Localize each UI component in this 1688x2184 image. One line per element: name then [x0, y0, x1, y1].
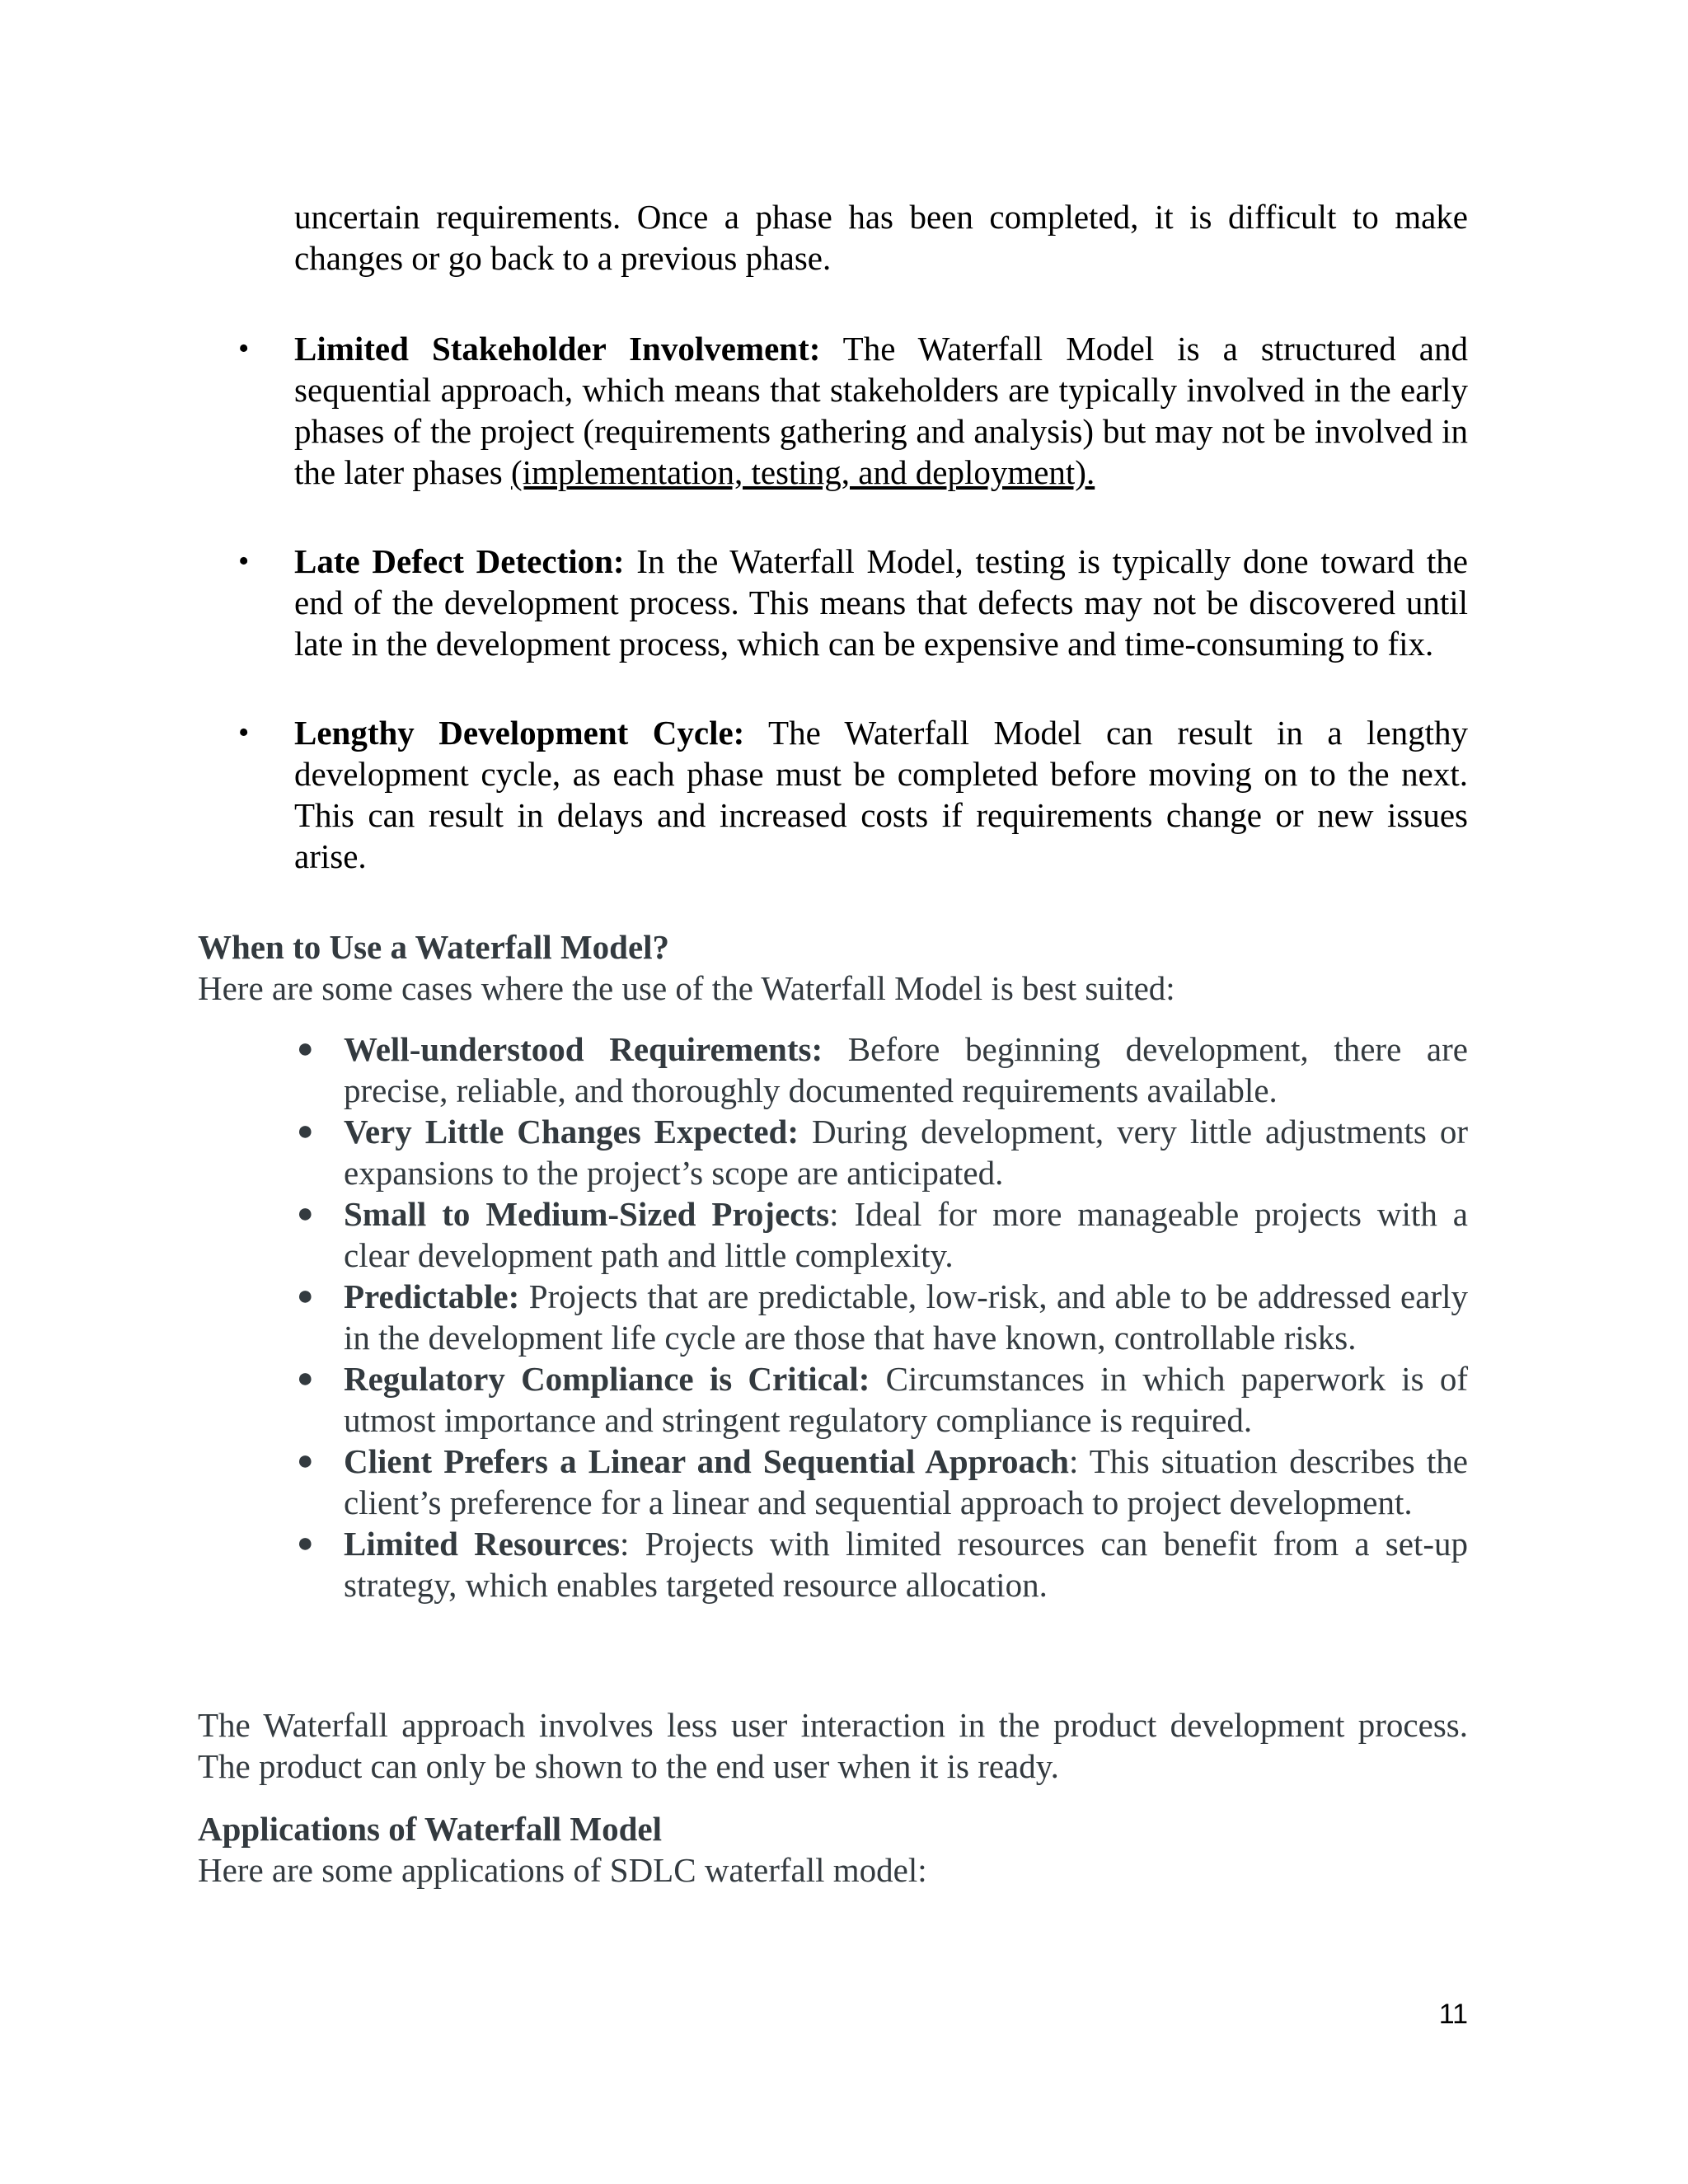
list-item-content [344, 1441, 1468, 1523]
list-item-text: During development, very little adjustments or expansions to the project’s scope are anticipated. [344, 1113, 1469, 1192]
list-item-text: : Projects with limited resources can benefit from a set-up strategy, which enables targeted resource allocation. [344, 1525, 1468, 1604]
list-item-term: Limited Resources [344, 1525, 621, 1563]
bullet-icon: • [238, 331, 250, 366]
list-item [235, 328, 1468, 493]
list-item [293, 1193, 1468, 1276]
disadvantages-list [235, 328, 1468, 925]
list-item-text: : Ideal for more manageable projects with a clear development path and little complexity. [344, 1195, 1468, 1274]
list-item-term: Late Defect Detection: [294, 542, 625, 580]
list-item-content [344, 1111, 1468, 1193]
list-item-content [344, 1358, 1468, 1441]
section-intro-when-to-use: Here are some cases where the use of the Waterfall Model is best suited: [198, 969, 1175, 1007]
list-item-text: In the Waterfall Model, testing is typically done toward the end of the development process. This means that defects may not be discovered until late in the development process, which can be expensive and time-consuming to fix. [294, 542, 1468, 663]
list-item [235, 541, 1468, 664]
list-item [293, 1358, 1468, 1441]
list-item-text: The Waterfall Model can result in a lengthy development cycle, as each phase must be completed before moving on to the next. This can result in delays and increased costs if requirements change or new issues arise. [294, 714, 1468, 875]
bullet-icon: ● [297, 1446, 314, 1476]
list-item [293, 1441, 1468, 1523]
list-item-text: Circumstances in which paperwork is of utmost importance and stringent regulatory compliance is required. [344, 1360, 1468, 1439]
list-item-term: Small to Medium-Sized Projects [344, 1195, 830, 1233]
list-item-content [294, 541, 1468, 664]
list-item [235, 712, 1468, 877]
list-item [293, 1523, 1468, 1605]
bullet-icon: ● [297, 1281, 314, 1311]
list-item-content [344, 1276, 1468, 1358]
list-item-term: Very Little Changes Expected: [344, 1113, 799, 1151]
bullet-icon: ● [297, 1198, 314, 1229]
list-item-text: Before beginning development, there are precise, reliable, and thoroughly documented requirements available. [344, 1030, 1468, 1109]
list-item-content [294, 328, 1468, 493]
list-item [293, 1029, 1468, 1111]
bullet-icon: • [238, 544, 250, 579]
list-item-term: Regulatory Compliance is Critical: [344, 1360, 870, 1398]
list-item-content [344, 1523, 1468, 1605]
list-item [293, 1111, 1468, 1193]
list-item-text: : This situation describes the client’s preference for a linear and sequential approach to project development. [344, 1442, 1468, 1521]
list-item-term: Predictable: [344, 1277, 520, 1315]
bullet-icon: ● [297, 1033, 314, 1064]
bullet-icon: ● [297, 1363, 314, 1394]
list-item-content [344, 1029, 1468, 1111]
section-intro-applications: Here are some applications of SDLC waterfall model: [198, 1851, 927, 1889]
list-item-content [344, 1193, 1468, 1276]
bullet-icon: ● [297, 1528, 314, 1558]
list-item-term: Well-understood Requirements: [344, 1030, 823, 1068]
list-item-text: Projects that are predictable, low-risk, and able to be addressed early in the development life cycle are those that have known, controllable risks. [344, 1277, 1468, 1357]
list-item-term: Lengthy Development Cycle: [294, 714, 745, 752]
page-number: 11 [1438, 1999, 1468, 2030]
section-heading-applications: Applications of Waterfall Model [198, 1810, 662, 1848]
section-heading-when-to-use: When to Use a Waterfall Model? [198, 928, 670, 966]
continuation-paragraph: uncertain requirements. Once a phase has been completed, it is difficult to make changes or go back to a previous phase. [294, 198, 1468, 277]
bullet-icon: • [238, 715, 250, 750]
list-item-text: The Waterfall Model is a structured and sequential approach, which means that stakeholders are typically involved in the early phases of the project (requirements gathering and analysis) but may not be involved in the later phases [294, 330, 1468, 491]
when-to-use-list [293, 1029, 1468, 1605]
list-item [293, 1276, 1468, 1358]
underlined-text: (implementation, testing, and deployment). [510, 453, 1095, 491]
closing-paragraph: The Waterfall approach involves less user interaction in the product development process. The product can only be shown to the end user when it is ready. [198, 1706, 1468, 1785]
list-item-term: Limited Stakeholder Involvement: [294, 330, 821, 368]
list-item-content [294, 712, 1468, 877]
list-item-term: Client Prefers a Linear and Sequential Approach [344, 1442, 1069, 1480]
bullet-icon: ● [297, 1116, 314, 1146]
